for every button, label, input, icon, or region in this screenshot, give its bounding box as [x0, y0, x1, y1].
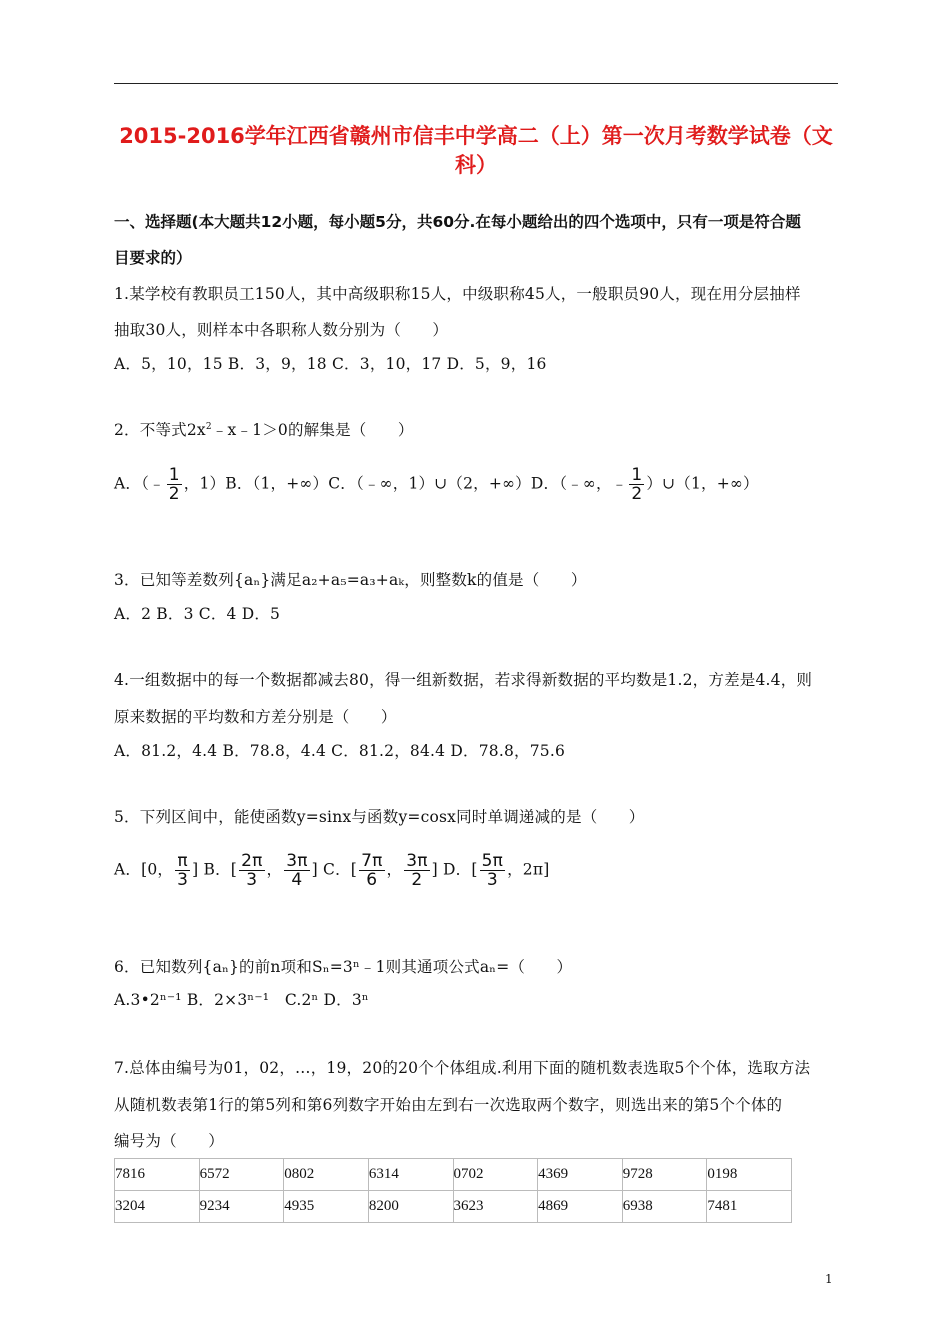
comma: ， — [266, 860, 283, 879]
q2-stem — [114, 418, 414, 440]
table-cell: 3204 — [115, 1191, 200, 1223]
q2-exponent: 2 — [205, 422, 212, 432]
table-cell: 0702 — [453, 1159, 538, 1191]
q2-stem-post: ﹣x﹣1＞0的解集是（ ） — [211, 421, 414, 439]
fraction-5pi-over-3: $\frac{5\pi}{3}$ — [481, 851, 504, 890]
q5-stem: 5．下列区间中，能使函数y=sinx与函数y=cosx同时单调递减的是（ ） — [114, 808, 645, 826]
q5-options — [114, 852, 549, 889]
q3-options: A．2 B．3 C．4 D．5 — [114, 605, 281, 623]
fraction-3pi-over-2: $\frac{3\pi}{2}$ — [406, 851, 428, 890]
q5-opt-a-pre: A．[0， — [114, 860, 174, 879]
header-rule — [114, 83, 838, 84]
table-cell: 0198 — [707, 1159, 792, 1191]
q3-stem: 3．已知等差数列{aₙ}满足a₂+a₅=a₃+aₖ，则整数k的值是（ ） — [114, 571, 587, 589]
q7-stem-line-3: 编号为（ ） — [114, 1132, 224, 1150]
fraction-one-half: $\frac{1}{2}$ — [631, 465, 643, 504]
q4-stem-line-1: 4.一组数据中的每一个数据都减去80，得一组新数据，若求得新数据的平均数是1.2，方差是4.4，则 — [114, 671, 813, 689]
table-cell: 4935 — [284, 1191, 369, 1223]
q5-opt-b-pre: ] B．[ — [192, 860, 238, 879]
table-cell: 4869 — [538, 1191, 623, 1223]
q4-stem-line-2: 原来数据的平均数和方差分别是（ ） — [114, 708, 397, 726]
page-number: 1 — [825, 1272, 833, 1286]
q1-stem-line-2: 抽取30人，则样本中各职称人数分别为（ ） — [114, 321, 449, 339]
q2-opt-a-pre: A．（﹣ — [114, 474, 165, 493]
q2-opt-d-post: ）∪（1，+∞） — [646, 474, 759, 493]
random-number-table — [114, 1158, 792, 1223]
title-line-1: 2015-2016学年江西省赣州市信丰中学高二（上）第一次月考数学试卷（文 — [119, 124, 833, 148]
table-cell: 9234 — [199, 1191, 284, 1223]
q1-options: A．5，10，15 B．3，9，18 C．3，10，17 D．5，9，16 — [114, 355, 547, 373]
q5-opt-d-post: ，2π] — [507, 860, 550, 879]
table-cell: 3623 — [453, 1191, 538, 1223]
exam-title — [114, 122, 838, 180]
table-cell: 8200 — [368, 1191, 453, 1223]
table-cell: 6314 — [368, 1159, 453, 1191]
fraction-one-half: $\frac{1}{2}$ — [168, 465, 180, 504]
table-cell: 9728 — [622, 1159, 707, 1191]
section-heading-line-2: 目要求的） — [114, 249, 192, 267]
table-cell: 4369 — [538, 1159, 623, 1191]
q2-options — [114, 466, 759, 503]
comma: ， — [386, 860, 403, 879]
table-cell: 6938 — [622, 1191, 707, 1223]
title-line-2: 科） — [455, 153, 497, 177]
q4-options: A．81.2，4.4 B．78.8，4.4 C．81.2，84.4 D．78.8，75.6 — [114, 742, 566, 760]
fraction-2pi-over-3: $\frac{2\pi}{3}$ — [241, 851, 263, 890]
q6-options: A.3•2ⁿ⁻¹ B．2×3ⁿ⁻¹ C.2ⁿ D．3ⁿ — [114, 991, 369, 1009]
section-heading-line-1: 一、选择题(本大题共12小题，每小题5分，共60分.在每小题给出的四个选项中，只有一项是符合题 — [114, 213, 801, 231]
q5-opt-d-pre: ] D．[ — [431, 860, 478, 879]
table-row — [115, 1159, 792, 1191]
table-row — [115, 1191, 792, 1223]
fraction-3pi-over-4: $\frac{3\pi}{4}$ — [286, 851, 308, 890]
q2-opt-middle: ，1）B．（1，+∞）C．（﹣∞，1）∪（2，+∞）D．（﹣∞，﹣ — [183, 474, 628, 493]
q1-stem-line-1: 1.某学校有教职员工150人，其中高级职称15人，中级职称45人，一般职员90人，现在用分层抽样 — [114, 285, 801, 303]
table-cell: 6572 — [199, 1159, 284, 1191]
table-cell: 7816 — [115, 1159, 200, 1191]
q2-stem-pre: 2．不等式2x — [114, 421, 206, 439]
q7-stem-line-2: 从随机数表第1行的第5列和第6列数字开始由左到右一次选取两个数字，则选出来的第5个个体的 — [114, 1096, 783, 1114]
table-cell: 7481 — [707, 1191, 792, 1223]
q5-opt-c-pre: ] C．[ — [311, 860, 358, 879]
fraction-pi-over-3: $\frac{\pi}{3}$ — [177, 851, 189, 890]
q6-stem: 6．已知数列{aₙ}的前n项和Sₙ=3ⁿ﹣1则其通项公式aₙ=（ ） — [114, 958, 573, 976]
fraction-7pi-over-6: $\frac{7\pi}{6}$ — [361, 851, 383, 890]
table-cell: 0802 — [284, 1159, 369, 1191]
q7-stem-line-1: 7.总体由编号为01，02，…，19，20的20个个体组成.利用下面的随机数表选取5个个体，选取方法 — [114, 1059, 811, 1077]
